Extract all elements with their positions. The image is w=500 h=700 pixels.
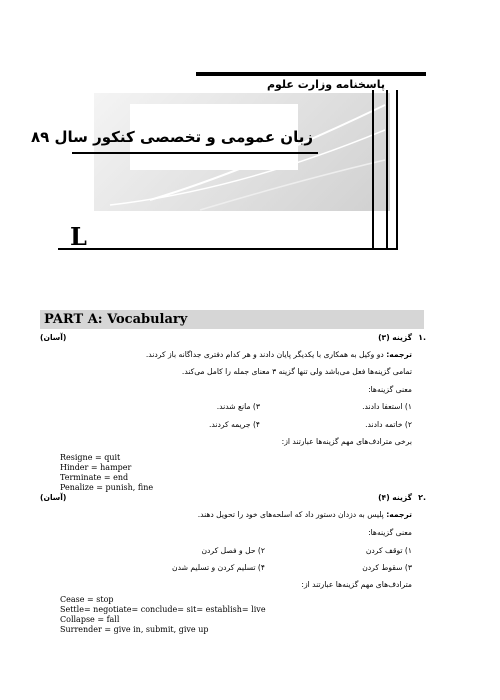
question-number: ۱. [418, 333, 426, 342]
header-top-bar [196, 72, 426, 76]
translation-text: دو وکیل به همکاری با یکدیگر پایان دادند و هر کدام دفتری جداگانه باز کردند. [145, 350, 384, 359]
options-label: معنی گزینه‌ها: [368, 528, 412, 537]
synonym-line: Hinder = hamper [60, 463, 132, 472]
header-title-underline [72, 152, 318, 154]
synonyms-label: مترادف‌های مهم گزینه‌ها عبارتند از: [301, 580, 412, 589]
header-swoosh-lines [0, 0, 500, 300]
header-bottom-line [58, 248, 398, 250]
answer-choice: گزینه (۴) [378, 493, 412, 502]
option-3: ۳) مانع شدند. [216, 402, 260, 411]
chapter-header [0, 0, 500, 300]
header-vertical-line [386, 90, 388, 250]
synonyms-label: برخی مترادف‌های مهم گزینه‌ها عبارتند از: [281, 437, 412, 446]
translation-label: ترجمه: [386, 510, 412, 519]
header-vertical-line [396, 90, 398, 250]
synonym-line: Penalize = punish, fine [60, 483, 154, 492]
option-2: ۲) حل و فصل کردن [201, 546, 265, 555]
header-vertical-line [372, 90, 374, 250]
explanation-note: تمامی گزینه‌ها فعل می‌باشد ولی تنها گزینه ۳ معنای جمله را کامل می‌کند. [181, 367, 412, 376]
difficulty-level: (آسان) [40, 333, 67, 342]
option-4: ۴) تسلیم کردن و تسلیم شدن [172, 563, 265, 572]
synonym-line: Settle= negotiate= conclude= sit= establish= live [60, 605, 266, 614]
synonym-line: Collapse = fall [60, 615, 120, 624]
translation-text: پلیس به دزدان دستور داد که اسلحه‌های خود را تحویل دهند. [197, 510, 384, 519]
option-1: ۱) استعفا دادند. [362, 402, 412, 411]
answer-choice: گزینه (۳) [378, 333, 412, 342]
option-1: ۱) توقف کردن [365, 546, 412, 555]
options-label: معنی گزینه‌ها: [368, 385, 412, 394]
option-2: ۲) خاتمه دادند. [365, 420, 412, 429]
option-3: ۳) سقوط کردن [362, 563, 412, 572]
translation-line [198, 510, 412, 519]
part-heading: PART A: Vocabulary [44, 312, 188, 327]
translation-label: ترجمه: [386, 350, 412, 359]
difficulty-level: (آسان) [40, 493, 67, 502]
translation-line [146, 350, 412, 359]
synonym-line: Resigne = quit [60, 453, 121, 462]
chapter-letter: L [70, 222, 87, 251]
option-4: ۴) جریمه کردند. [208, 420, 260, 429]
synonym-line: Surrender = give in, submit, give up [60, 625, 209, 634]
header-subtitle: پاسخنامه وزارت علوم [266, 78, 385, 91]
synonym-line: Cease = stop [60, 595, 114, 604]
synonym-line: Terminate = end [60, 473, 129, 482]
question-number: ۲. [418, 493, 426, 502]
header-title: زبان عمومی و تخصصی کنکور سال ۸۹ [30, 128, 313, 146]
